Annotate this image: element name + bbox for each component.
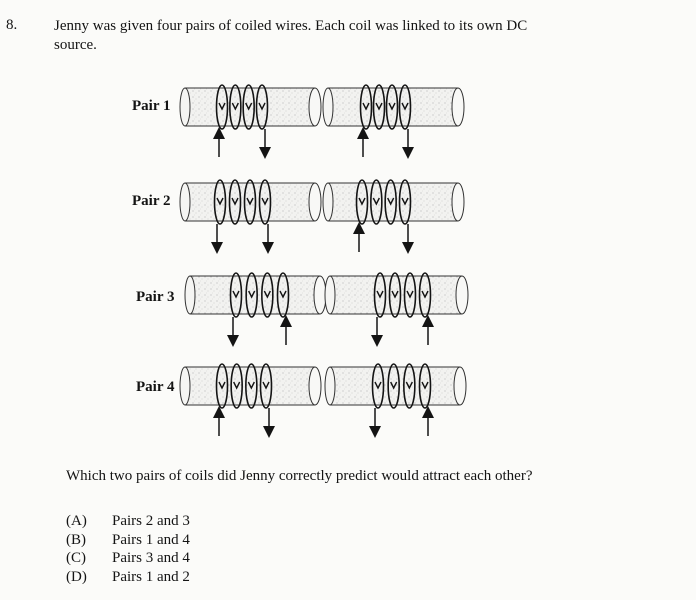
- pair-4-label: Pair 4: [136, 379, 175, 395]
- question-text: Which two pairs of coils did Jenny correctly predict would attract each other?: [66, 468, 533, 484]
- coil-3-right: [325, 273, 468, 345]
- coil-1-left: [180, 85, 321, 157]
- pair-2-label: Pair 2: [132, 193, 171, 209]
- coil-3-left: [185, 273, 326, 345]
- coil-4-right: [325, 364, 466, 436]
- option-d-letter: (D): [66, 568, 87, 585]
- stem-line-2: source.: [54, 37, 97, 53]
- option-a-letter: (A): [66, 513, 87, 529]
- question-number: 8.: [6, 17, 18, 33]
- coil-2-right: [323, 180, 464, 252]
- coil-1-right: [323, 85, 464, 157]
- option-b[interactable]: [66, 531, 190, 550]
- option-b-letter: (B): [66, 531, 86, 548]
- option-b-text: Pairs 1 and 4: [112, 531, 190, 548]
- option-a-text: Pairs 2 and 3: [112, 513, 190, 529]
- pair-3-label: Pair 3: [136, 289, 175, 305]
- option-c-text: Pairs 3 and 4: [112, 550, 190, 566]
- pair-1-label: Pair 1: [132, 98, 171, 114]
- option-a[interactable]: [66, 512, 190, 531]
- option-c[interactable]: [66, 549, 190, 568]
- stem-line-1: Jenny was given four pairs of coiled wires. Each coil was linked to its own DC: [54, 18, 528, 34]
- coil-2-left: [180, 180, 321, 248]
- option-d-text: Pairs 1 and 2: [112, 568, 190, 585]
- coil-4-left: [180, 364, 321, 436]
- answer-options: [66, 512, 190, 586]
- option-d[interactable]: [66, 568, 190, 587]
- option-c-letter: (C): [66, 550, 86, 566]
